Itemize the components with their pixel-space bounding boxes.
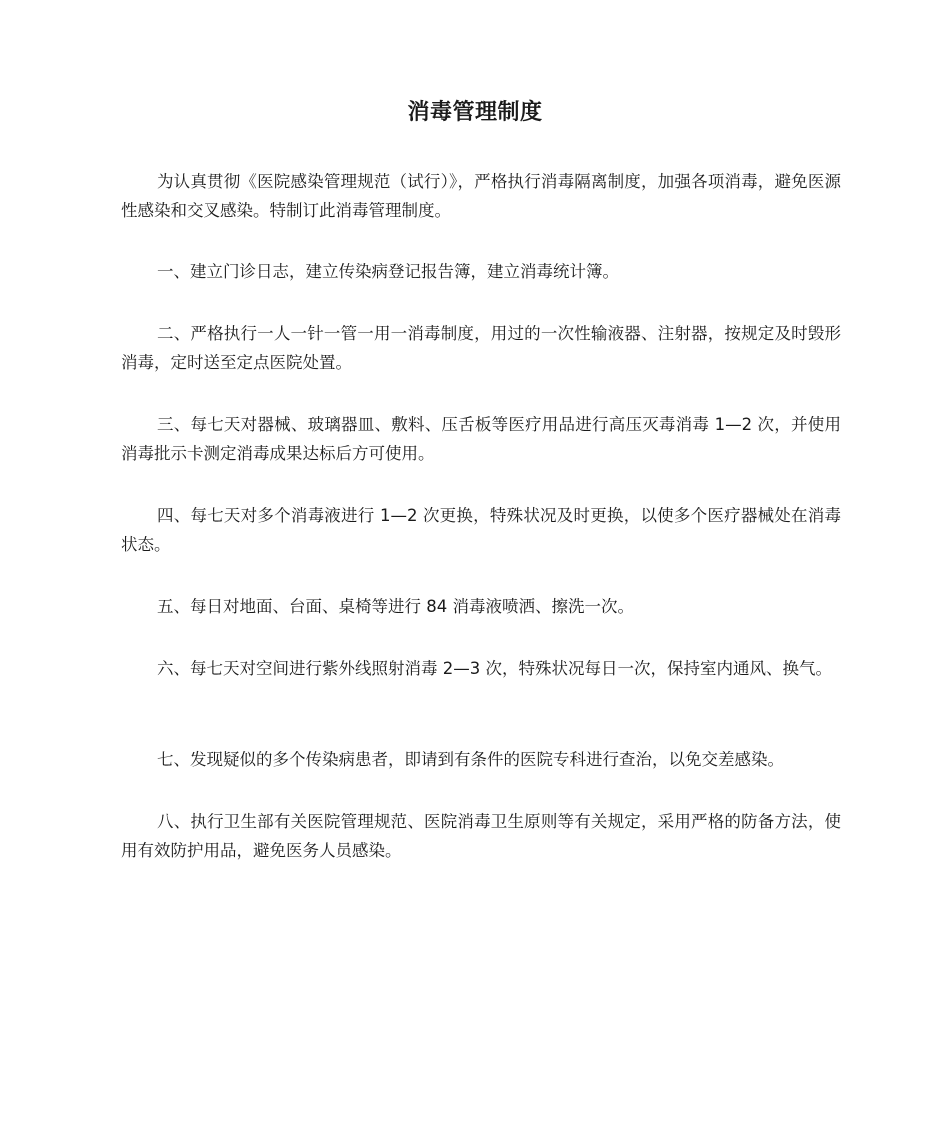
rule-item-2: 二、严格执行一人一针一管一用一消毒制度，用过的一次性输液器、注射器，按规定及时毁形消毒，定时送至定点医院处置。 xyxy=(121,324,841,372)
rule-item-3: 三、每七天对器械、玻璃器皿、敷料、压舌板等医疗用品进行高压灭毒消毒 1—2 次，并使用消毒批示卡测定消毒成果达标后方可使用。 xyxy=(121,415,841,463)
rule-item-5: 五、每日对地面、台面、桌椅等进行 84 消毒液喷洒、擦洗一次。 xyxy=(157,597,634,616)
rule-item-4: 四、每七天对多个消毒液进行 1—2 次更换，特殊状况及时更换，以使多个医疗器械处在消毒状态。 xyxy=(121,506,841,554)
intro-paragraph: 为认真贯彻《医院感染管理规范（试行）》，严格执行消毒隔离制度，加强各项消毒，避免医源性感染和交叉感染。特制订此消毒管理制度。 xyxy=(121,172,841,220)
rule-item-8: 八、执行卫生部有关医院管理规范、医院消毒卫生原则等有关规定，采用严格的防备方法，使用有效防护用品，避免医务人员感染。 xyxy=(121,812,841,860)
rule-item-1: 一、建立门诊日志，建立传染病登记报告簿，建立消毒统计簿。 xyxy=(157,262,619,281)
rule-item-7: 七、发现疑似的多个传染病患者，即请到有条件的医院专科进行查治，以免交差感染。 xyxy=(157,750,784,769)
rule-item-6: 六、每七天对空间进行紫外线照射消毒 2—3 次，特殊状况每日一次，保持室内通风、换气。 xyxy=(157,659,832,678)
document-title: 消毒管理制度 xyxy=(407,100,543,125)
